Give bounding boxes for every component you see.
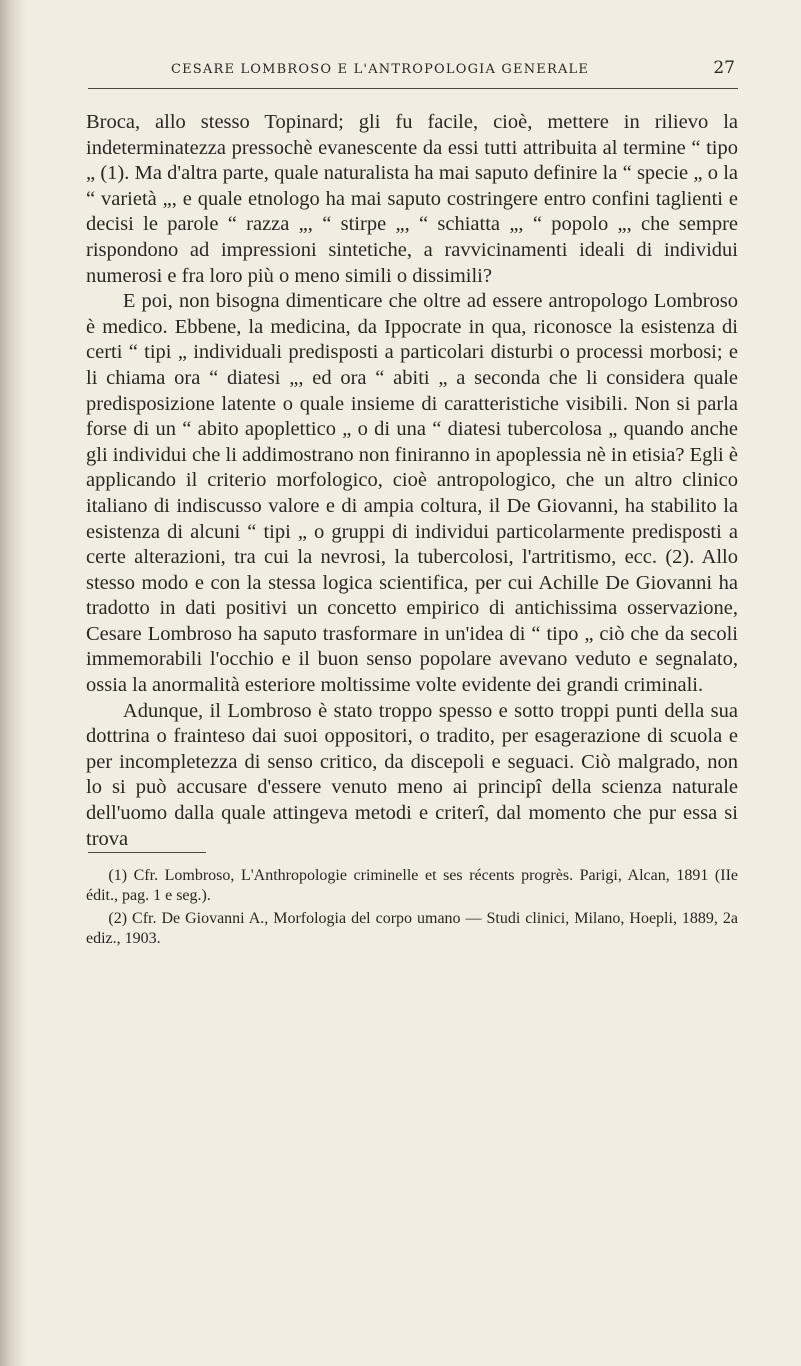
body-text	[86, 110, 738, 852]
binding-shadow	[0, 0, 26, 1366]
paragraph: Adunque, il Lombroso è stato troppo spesso e sotto troppi punti della sua dottrina o frainteso dai suoi oppositori, o tradito, per esagerazione di scuola e per incompletezza di senso critico, da discepoli e seguaci. Ciò malgrado, non lo si può accusare d'essere venuto meno ai principî della scienza naturale dell'uomo dalla quale attingeva metodi e criterî, dal momento che pur essa si trova	[86, 699, 738, 850]
footnote-rule	[88, 852, 206, 853]
page-number: 27	[713, 58, 735, 78]
header-rule	[88, 88, 738, 89]
footnote: (2) Cfr. De Giovanni A., Morfologia del corpo umano — Studi clinici, Milano, Hoepli, 1889, 2a ediz., 1903.	[86, 910, 738, 947]
running-title: CESARE LOMBROSO E L'ANTROPOLOGIA GENERALE	[170, 62, 590, 77]
footnotes	[86, 866, 738, 952]
paragraph: E poi, non bisogna dimenticare che oltre ad essere antropologo Lombroso è medico. Ebbene, la medicina, da Ippocrate in qua, riconosce la esistenza di certi “ tipi „ individuali predisposti a particolari disturbi o processi morbosi; e li chiama ora “ diatesi „, ed ora “ abiti „ a seconda che li considera quale predisposizione latente o quale insieme di caratteristiche visibili. Non si parla forse di un “ abito apoplettico „ o di una “ diatesi tubercolosa „ quando anche gli individui che li addimostrano non finiranno in apoplessia nè in etisia? Egli è applicando il criterio morfologico, cioè antropologico, che un altro clinico italiano di indiscusso valore e di ampia coltura, il De Giovanni, ha stabilito la esistenza di alcuni “ tipi „ o gruppi di individui particolarmente predisposti a certe alterazioni, tra cui la nevrosi, la tubercolosi, l'artritismo, ecc. (2). Allo stesso modo e con la stessa logica scientifica, per cui Achille De Giovanni ha tradotto in dati positivi un concetto empirico di antichissima osservazione, Cesare Lombroso ha saputo trasformare in un'idea di “ tipo „ ciò che da secoli immemorabili l'occhio e il buon senso popolare avevano veduto e segnalato, ossia la anormalità esteriore moltissime volte evidente dei grandi criminali.	[86, 290, 738, 697]
footnote: (1) Cfr. Lombroso, L'Anthropologie criminelle et ses récents progrès. Parigi, Alcan, 1891 (IIe édit., pag. 1 e seg.).	[86, 867, 738, 904]
paragraph: Broca, allo stesso Topinard; gli fu facile, cioè, mettere in rilievo la indeterminatezza pressochè evanescente da essi tutti attribuita al termine “ tipo „ (1). Ma d'altra parte, quale naturalista ha mai saputo definire la “ specie „ o la “ varietà „, e quale etnologo ha mai saputo costringere entro confini taglienti e decisi le parole “ razza „, “ stirpe „, “ schiatta „, “ popolo „, che sempre rispondono ad impressioni sintetiche, a ravvicinamenti ideali di individui numerosi e fra loro più o meno simili o dissimili?	[86, 111, 738, 287]
